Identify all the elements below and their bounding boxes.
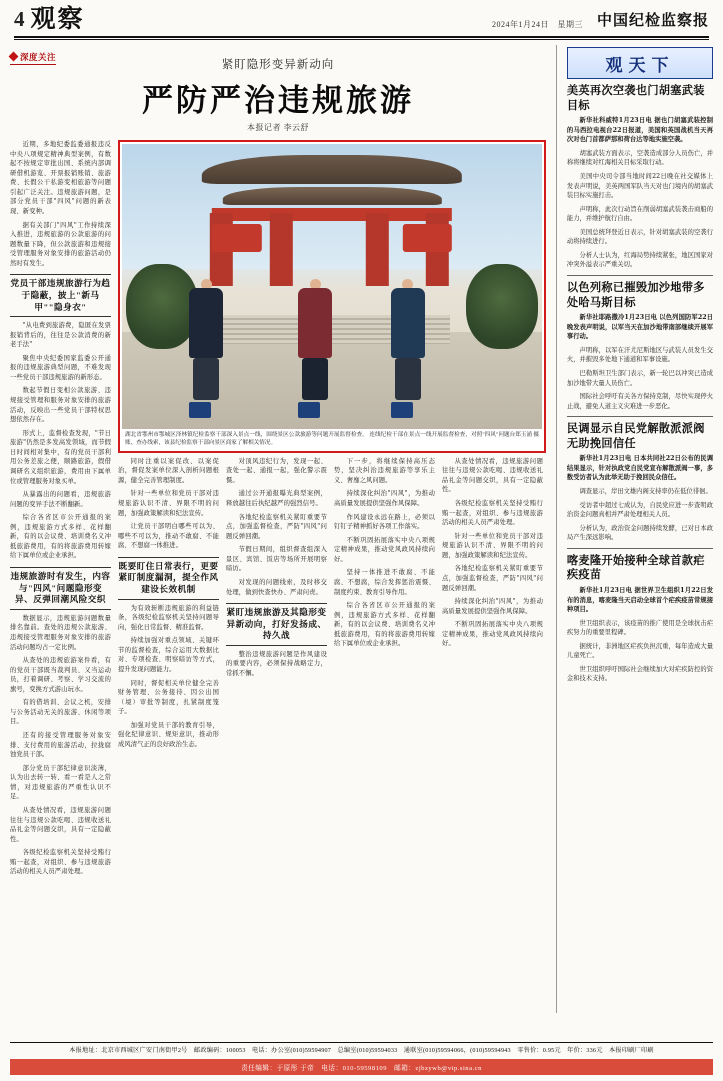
feature-zone <box>10 45 546 1013</box>
photo-caption-line1: 湖北省鄂州市鄂城区泽林镇纪检监察干部深入景点一线，围绕景区公款旅游等问题开展监督检查。 <box>125 432 368 438</box>
paragraph: 还有的接受管理服务对象安排、支付费用的旅游活动，拉拢腐蚀党员干部。 <box>10 732 111 759</box>
subheading: 党员干部违规旅游行为趋于隐蔽，披上"新马甲""隐身衣" <box>10 274 111 317</box>
photo-person-legs <box>302 358 328 400</box>
paragraph: 综合各省区市公开通报的案例，违规旅游方式多样、花样翻新，有的以会议费、培训费名义冲抵旅游费用，有的将旅游费用转嫁给下属单位或企业承担。 <box>334 602 435 648</box>
paragraph: 新华社科威特1月23日电 据也门胡塞武装控制的马西拉电视台22日报道，美国和英国战机当天再次对也门首都萨那和荷台达等地实施空袭。 <box>566 117 713 144</box>
paragraph: 世卫组织呼吁国际社会继续加大对疟疾防控的资金和技术支持。 <box>566 665 713 683</box>
feature-lower-columns <box>118 457 546 754</box>
paragraph: 美国中央司令部当地时间22日晚在社交媒体上发表声明说，美英两国军队当天对也门境内的胡塞武装目标实施打击。 <box>566 172 713 200</box>
feature-photo-frame <box>118 140 546 453</box>
world-banner <box>567 47 713 79</box>
photo-caption <box>122 429 542 449</box>
article-divider <box>567 416 713 417</box>
paragraph: 整治违规旅游问题是作风建设的重要内容，必须保持战略定力，常抓不懈。 <box>226 650 327 677</box>
paragraph: 声明称，以军在汗尤尼斯地区与武装人员发生交火，并摧毁多处地下通道和军事设施。 <box>566 346 713 364</box>
world-article-2 <box>567 281 713 411</box>
paragraph: 新华社1月23日电 据世界卫生组织1月22日发布的消息，喀麦隆当天启动全球首个疟疾疫苗常规接种项目。 <box>566 586 713 614</box>
article-divider <box>567 548 713 549</box>
paragraph: 受访者中超过七成认为，自民党应进一步查明政治资金问题真相并严肃处理相关人员。 <box>566 501 713 519</box>
photo-person-legs <box>193 358 219 400</box>
paragraph: 世卫组织表示，该疫苗的推广使用是全球抗击疟疾努力的重要里程碑。 <box>566 619 713 637</box>
feature-photo <box>122 144 542 429</box>
paragraph: 声明称，此次行动旨在削弱胡塞武装袭击商船的能力，并维护航行自由。 <box>566 205 713 223</box>
photo-pillar <box>269 213 292 286</box>
paragraph: 近期，多地纪委监委通报违反中央八项规定精神典型案例，有数起不按规定审批出国、系统内部调研借机游览、开票报销账销、旅游费、长假公干私游变相旅游等问题引起广泛关注。违规旅游问题，是部分党员干部"四风"问题的新表现、新变种。 <box>10 141 111 215</box>
paragraph: "从电费到旅游费，隐匿在发票报销背后的，往往是公款消费的新老手法" <box>10 322 111 349</box>
paragraph: 分析人士认为，红海局势持续紧张，地区国家对冲突外溢表示严重关切。 <box>566 251 713 269</box>
paragraph: 各地纪检监察机关紧盯重要节点，加强监督检查，严防"四风"问题反弹回潮。 <box>226 513 327 540</box>
masthead-right <box>492 9 709 31</box>
photo-person <box>298 279 332 418</box>
issue-date: 2024年1月24日 星期三 <box>491 20 583 29</box>
paragraph: 从查处的违规旅游案件看，有的党员干部既当裁判员、又当运动员，打着调研、考察、学习交流的旗号，变换方式游山玩水。 <box>10 657 111 693</box>
paper-name: 中国纪检监察报 <box>596 13 709 29</box>
footer-editor-bar: 责任编辑：于原彤 于帝 电话：010-59598109 邮箱：zjbzywb@vip.sina.cn <box>10 1059 713 1075</box>
feature-columns <box>10 140 546 881</box>
paragraph: 针对一些单位和党员干部对违规旅游认识不清、界限不明的问题，加强政策解读和纪法宣传。 <box>118 490 219 517</box>
paragraph: 形式上，监督检查发现，"节日旅游"仍然是多发高发领域，而节假日时间相对集中，有的党员干部利用公务差旅之便，顺路旅游，假借调研名义组织旅游，费用由下属单位或管理服务对象买单。 <box>10 429 111 485</box>
article-title: 美英再次空袭也门胡塞武装目标 <box>566 85 705 112</box>
world-banner-label: 观天下 <box>605 55 675 76</box>
paragraph: 加强对党员干部的教育引导，强化纪律意识、规矩意识，推动形成风清气正的良好政治生态。 <box>118 721 219 748</box>
photo-caption-line2: 连线纪检干部在景点一线开展监督检查，对照"四风"问题台账、查办线索，该县纪检监察干部向景区商家了解相关情况。 <box>125 432 516 447</box>
paragraph: 国际社会呼吁有关各方保持克制，尽快实现停火止战，避免人道主义灾难进一步恶化。 <box>566 393 713 410</box>
feature-kicker: 紧盯隐形变异新动向 <box>221 59 335 71</box>
paragraph: 针对一些单位和党员干部对违规旅游认识不清、界限不明的问题，加强政策解读和纪法宣传。 <box>442 532 543 559</box>
photo-briefcase <box>189 402 211 418</box>
photo-wall-right <box>402 224 451 253</box>
photo-lintel <box>212 208 452 221</box>
world-zone <box>567 45 713 1013</box>
paragraph: 调查显示，岸田文雄内阁支持率仍在低位徘徊。 <box>579 488 712 495</box>
paragraph: 让党员干部明白哪些可以为、哪些不可以为，推动不敢腐、不能腐、不想腐一体推进。 <box>118 523 219 550</box>
paragraph: 从暴露出的问题看，违规旅游问题的变异手法不断翻新。 <box>10 491 111 508</box>
paragraph: 数起节假日变相公款旅游、违规接受管理和服务对象安排的旅游活动，反映出一些党员干部特权思想依然存在。 <box>10 387 111 424</box>
feature-headline: 严防严治违规旅游 <box>142 83 414 119</box>
feature-byline: 本报记者 李云舒 <box>247 123 309 132</box>
depth-tag <box>10 51 56 65</box>
photo-briefcase <box>391 402 413 418</box>
feature-right-block <box>118 140 546 881</box>
paragraph: 综合各省区市公开通报的案例，违规旅游方式多样、花样翻新，有的以会议费、培训费名义冲抵旅游费用，有的将旅游费用转嫁给下属单位或企业承担。 <box>10 514 111 560</box>
photo-person <box>189 279 223 418</box>
depth-tag-label: 深度关注 <box>20 51 57 62</box>
photo-temple-gate <box>202 155 462 286</box>
photo-wall-left <box>212 224 261 253</box>
paragraph: 新华社1月23日电 日本共同社22日公布的民调结果显示，针对执政党自民党宣布解散派阀一事，多数受访者认为此举无助于挽回民众信任。 <box>566 455 713 482</box>
section-title: 观察 <box>30 4 85 33</box>
footer-info: 本报地址：北京市西城区广安门南街甲2号 邮政编码：100053 电话：办公室(010)59594907 总编室(010)59594033 通联室(010)59594066，(010)59594943 零售价：0.95元 年价：336元 本报印刷厂印刷 <box>69 1047 654 1055</box>
paragraph: 同时注重以案促改、以案促治，督促发案单位深入剖析问题根源，健全完善管理制度。 <box>118 457 219 484</box>
footer-rule <box>10 1042 713 1043</box>
diamond-icon <box>9 52 19 62</box>
masthead-left <box>14 6 85 31</box>
paragraph: 各级纪检监察机关坚持受贿行贿一起查，对组织、参与违规旅游活动的相关人员严肃处理。 <box>442 500 543 527</box>
paragraph: 为有效斩断违规旅游的利益链条，各级纪检监察机关坚持问题导向，强化日常监督、精准监督。 <box>118 604 219 631</box>
world-article-4 <box>567 554 713 684</box>
subheading: 违规旅游时有发生，内容与"四风"问题隐形变异、反弹回潮风险交织 <box>10 567 111 610</box>
paragraph: 各地纪检监察机关紧盯重要节点，加强监督检查，严防"四风"问题反弹回潮。 <box>442 565 543 592</box>
masthead-rule-thin <box>14 39 709 40</box>
paragraph: 胡塞武装方面表示，空袭造成部分人员伤亡，并称将继续对红海相关目标采取行动。 <box>566 149 713 167</box>
feature-column-1 <box>10 140 111 881</box>
paragraph: 有的借培训、会议之机，安排与公务活动无关的旅游、休闲等项目。 <box>10 699 111 726</box>
paragraph: 不断巩固拓展落实中央八项规定精神成果，推动党风政风持续向好。 <box>442 621 543 648</box>
paragraph: 据有关部门"四风"工作持续深入推进，违规旅游的公款旅游的问题数量下降，但公款旅游和违规接受管理服务对象安排的旅游活动仍然时有发生。 <box>10 221 111 267</box>
paragraph: 分析认为，政治资金问题持续发酵，已对日本政局产生深远影响。 <box>566 524 713 542</box>
photo-person-legs <box>395 358 421 400</box>
photo-person-body <box>391 288 425 358</box>
paragraph: 美国总统拜登近日表示，针对胡塞武装的空袭行动将持续进行。 <box>566 228 713 246</box>
photo-roof-lower <box>223 187 442 205</box>
paragraph: 数据显示，违规旅游问题数量排名靠前。查处的违规公款旅游、违规接受管理服务对象安排的旅游活动问题均占一定比例。 <box>10 614 111 651</box>
column-divider <box>556 45 557 1013</box>
paragraph: 新华社耶路撒冷1月23日电 以色列国防军22日晚发表声明说，以军当天在加沙地带南部继续开展军事行动。 <box>566 314 713 341</box>
paragraph: 持续深化纠治"四风"，为推动高质量发展提供坚强作风保障。 <box>442 598 543 615</box>
article-title: 以色列称已摧毁加沙地带多处哈马斯目标 <box>566 282 705 309</box>
paragraph: 同时，督促相关单位健全完善财务管理、公务接待、因公出国（境）审批等制度，扎紧制度笼子。 <box>118 679 219 716</box>
page-footer <box>10 1042 713 1075</box>
world-article-1 <box>567 84 713 270</box>
page-body <box>10 45 713 1013</box>
paragraph: 巴勒斯坦卫生部门表示，新一轮巴以冲突已造成加沙地带大量人员伤亡。 <box>566 369 713 387</box>
photo-tree <box>466 264 537 350</box>
article-title: 民调显示自民党解散派派阀无助挽回信任 <box>566 423 705 450</box>
paragraph: 持续加强对重点领域、关键环节的监督检查，综合运用大数据比对、专项检查、明察暗访等方式，提升发现问题能力。 <box>118 637 219 673</box>
feature-column-2 <box>118 457 219 754</box>
paragraph: 坚持一体推进不敢腐、不能腐、不想腐，综合发挥惩治震慑、制度约束、教育引导作用。 <box>334 569 435 596</box>
photo-tree <box>126 264 197 350</box>
paragraph: 持续深化纠治"四风"，为推动高质量发展提供坚强作风保障。 <box>334 490 435 508</box>
feature-column-3 <box>226 457 327 754</box>
photo-pillar <box>366 213 389 286</box>
paragraph: 部分党员干部纪律意识淡薄，认为出去转一转、看一看是人之常情，对违规旅游的严重性认识不足。 <box>10 764 111 801</box>
paragraph: 对发现的问题线索，及时移交处理，做到快查快办、严肃问责。 <box>226 578 327 596</box>
photo-person <box>391 279 425 418</box>
subheading: 紧盯违规旅游及其隐形变异新动向，打好发扬成、持久战 <box>226 603 327 646</box>
feature-column-4 <box>334 457 435 754</box>
paragraph: 节假日期间，组织督查组深入景区、宾馆、饭店等场所开展明察暗访。 <box>226 546 327 573</box>
paragraph: 聚焦中央纪委国家监委公开通报的违规旅游典型问题，不难发现一些党员干部违规旅游的新形态。 <box>10 354 111 381</box>
paragraph: 不断巩固拓展落实中央八项规定精神成果，推动党风政风持续向好。 <box>334 536 435 563</box>
paragraph: 从查处情况看，违规旅游问题往往与违规公款吃喝、违规收送礼品礼金等问题交织，具有一定隐蔽性。 <box>10 806 111 843</box>
photo-roof-upper <box>202 155 462 184</box>
paragraph: 通过公开通报曝光典型案例，释放越往后执纪越严的强烈信号。 <box>226 490 327 508</box>
subheading: 既要盯住日常表行，更要紧盯制度漏洞，提全作风建设长效机制 <box>118 557 219 600</box>
paragraph: 据统计，非洲地区疟疾负担沉重，每年造成大量儿童死亡。 <box>566 642 713 660</box>
paragraph: 作风建设永远在路上，必须以钉钉子精神抓好各项工作落实。 <box>334 513 435 531</box>
photo-credit: 郑玉涌 摄 <box>515 432 539 438</box>
article-title: 喀麦隆开始接种全球首款疟疾疫苗 <box>566 554 705 582</box>
masthead <box>10 0 713 34</box>
photo-person-body <box>298 288 332 358</box>
page-number: 4 <box>14 7 25 31</box>
paragraph: 对顶风违纪行为，发现一起、查处一起、通报一起，强化警示震慑。 <box>226 457 327 484</box>
feature-column-5 <box>442 457 543 754</box>
masthead-rule-thick <box>14 36 709 38</box>
paragraph: 下一步，将继续保持高压态势，坚决纠治违规旅游等享乐主义、奢靡之风问题。 <box>334 457 435 484</box>
photo-person-body <box>189 288 223 358</box>
paragraph: 从查处情况看，违规旅游问题往往与违规公款吃喝、违规收送礼品礼金等问题交织，具有一定隐蔽性。 <box>442 457 543 494</box>
feature-header <box>10 45 546 140</box>
photo-briefcase <box>298 402 320 418</box>
article-divider <box>567 275 713 276</box>
paragraph: 各级纪检监察机关坚持受贿行贿一起查，对组织、参与违规旅游活动的相关人员严肃处理。 <box>10 849 111 876</box>
world-article-3 <box>567 422 713 543</box>
